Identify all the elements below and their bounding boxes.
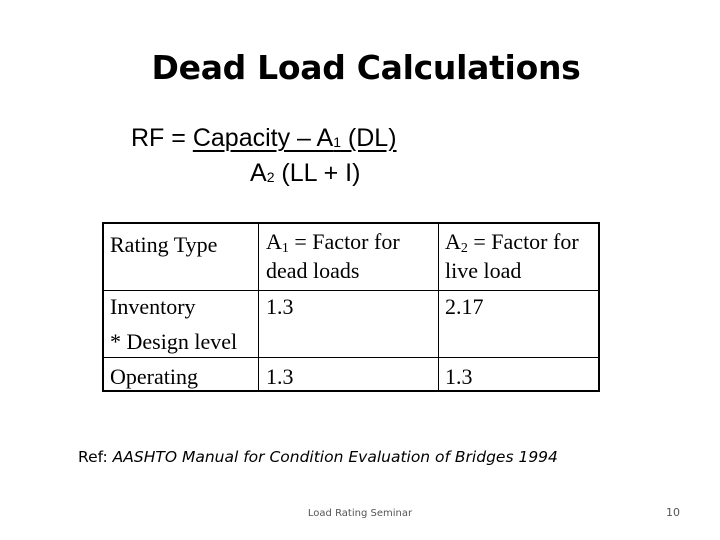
formula-numerator-dl: (DL) [340,124,397,152]
row-inventory-subtype: * Design level [110,329,238,354]
reference-note [78,448,558,466]
header-a1-text: = Factor for [288,229,400,254]
table-col-divider-2 [438,224,439,390]
formula-denominator-a: A [250,159,267,187]
formula-denominator [250,159,360,188]
row-inventory-a1: 1.3 [266,294,294,319]
header-a2-subscript: 2 [460,241,468,256]
formula-prefix: RF = [131,124,193,152]
reference-label: Ref: [78,448,113,466]
formula-denominator-subscript: 2 [266,169,275,185]
header-a2-text: = Factor for [467,229,579,254]
page-number: 10 [666,506,680,519]
table-col-divider-1 [258,224,259,390]
header-rating-type: Rating Type [110,232,218,257]
header-a1-subscript: 1 [281,241,289,256]
formula-numerator-text: Capacity – A [192,124,334,152]
slide-footer: Load Rating Seminar [307,508,413,519]
slide-title: Dead Load Calculations [151,48,581,87]
header-a1-prefix: A [266,229,282,254]
header-a1-line2: dead loads [266,258,360,283]
row-inventory-a2: 2.17 [445,294,484,319]
formula-numerator [131,124,397,153]
formula-numerator-underlined [193,124,397,152]
header-a2-line2: live load [445,258,522,283]
row-operating-a1: 1.3 [266,364,294,389]
formula-numerator-subscript: 1 [333,134,341,150]
header-a2-prefix: A [445,229,461,254]
formula-denominator-ll: (LL + I) [274,159,361,187]
row-inventory-type: Inventory [110,294,196,319]
reference-source: AASHTO Manual for Condition Evaluation of Bridges 1994 [112,448,558,466]
rating-factor-table [102,222,600,392]
row-operating-a2: 1.3 [445,364,473,389]
row-operating-type: Operating [110,364,198,389]
